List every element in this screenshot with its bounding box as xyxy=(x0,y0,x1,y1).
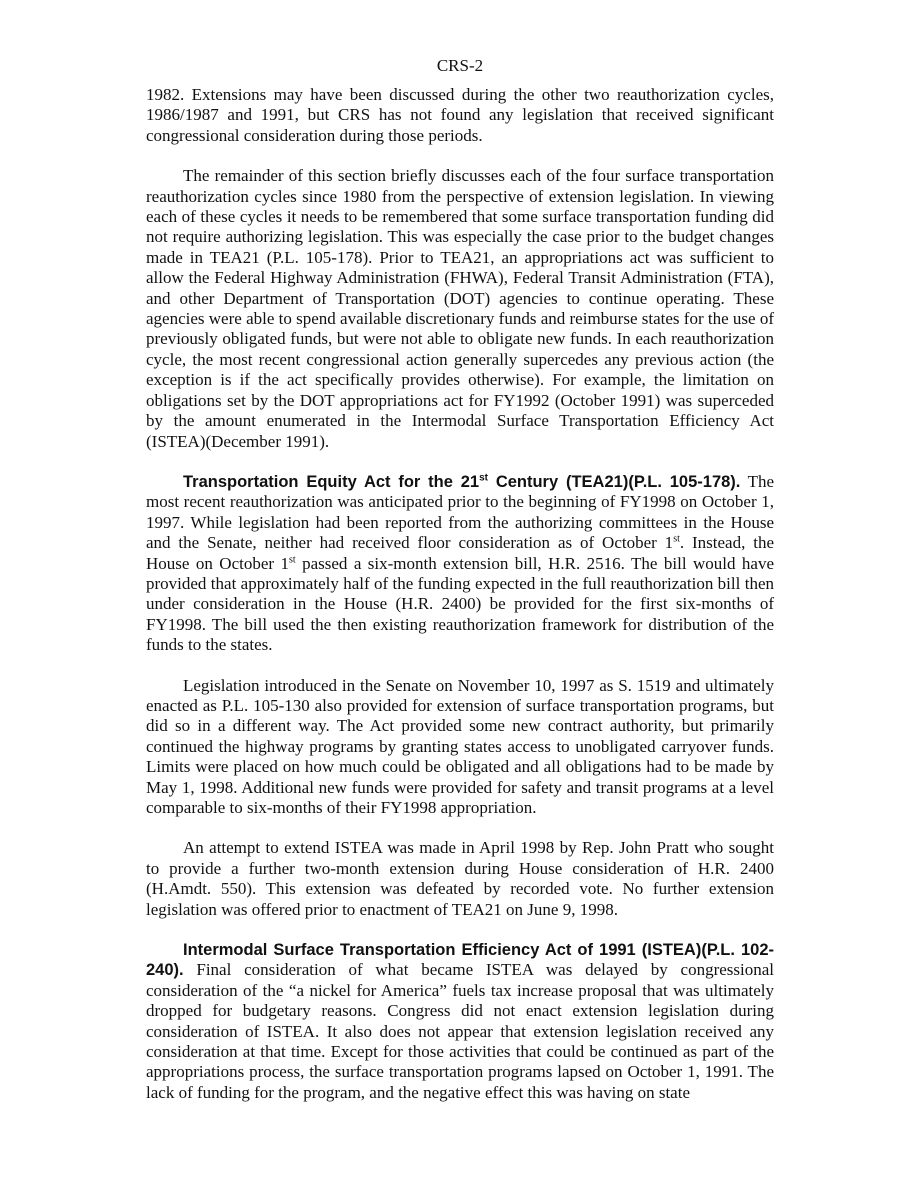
superscript: st xyxy=(288,553,296,565)
paragraph-tea21 xyxy=(146,472,774,656)
paragraph-intro: 1982. Extensions may have been discussed during the other two reauthorization cycles, 1986/1987 and 1991, but CRS has not found any legislation that received significant congressional consideration during those periods. xyxy=(146,85,774,145)
body-text-part: passed a six-month extension bill, H.R. 2516. The bill would have provided that approximately half of the funding expected in the full reauthorization bill then under consideration in the House (H.R. 2400) be provided for the first six-months of FY1998. The bill used the then existing reauthorization framework for distribution of the funds to the states. xyxy=(146,553,774,655)
heading-text-part: Transportation Equity Act for the 21 xyxy=(183,472,480,491)
document-page xyxy=(146,55,774,1123)
superscript: st xyxy=(673,533,680,545)
heading-superscript: st xyxy=(479,472,488,484)
body-text-part: Final consideration of what became ISTEA was delayed by congressional consideration of the “a nickel for America” fuels tax increase proposal that was ultimately dropped for budgetary reasons. Congress did not enact extension legislation during consideration of ISTEA. It also does not appear that extension legislation received any consideration at that time. Except for those activities that could be continued as part of the appropriations process, the surface transportation programs lapsed on October 1, 1991. The lack of funding for the program, and the negative effect this was having on state xyxy=(146,960,774,1102)
heading-text-part: Century (TEA21)(P.L. 105-178). xyxy=(488,472,741,491)
paragraph-reauthorization-cycles: The remainder of this section briefly discusses each of the four surface transportation reauthorization cycles since 1980 from the perspective of extension legislation. In viewing each of these cycles it needs to be remembered that some surface transportation funding did not require authorizing legislation. This was especially the case prior to the budget changes made in TEA21 (P.L. 105-178). Prior to TEA21, an appropriations act was sufficient to allow the Federal Highway Administration (FHWA), Federal Transit Administration (FTA), and other Department of Transportation (DOT) agencies to continue operating. These agencies were able to spend available discretionary funds and reimburse states for the use of previously obligated funds, but were not able to obligate new funds. In each reauthorization cycle, the most recent congressional action generally supercedes any previous action (the exception is if the act specifically provides otherwise). For example, the limitation on obligations set by the DOT appropriations act for FY1992 (October 1991) was superceded by the amount enumerated in the Intermodal Surface Transportation Efficiency Act (ISTEA)(December 1991). xyxy=(146,166,774,451)
page-header: CRS-2 xyxy=(436,56,484,75)
body-text-part: The most recent reauthorization was anticipated prior to the beginning of FY1998 on October 1, 1997. While legislation had been reported from the authorizing committees in the House and the Senate, neither had received floor consideration as of October 1 xyxy=(146,471,774,553)
body-text-part: . Instead, the House on October 1 xyxy=(146,533,774,573)
paragraph-senate-legislation: Legislation introduced in the Senate on November 10, 1997 as S. 1519 and ultimately enacted as P.L. 105-130 also provided for extension of surface transportation programs, but did so in a different way. The Act provided some new contract authority, but primarily continued the highway programs by granting states access to unobligated carryover funds. Limits were placed on how much could be obligated and all obligations had to be made by May 1, 1998. Additional new funds were provided for safety and transit programs at a level comparable to six-months of their FY1998 appropriation. xyxy=(146,675,774,817)
paragraph-istea xyxy=(146,940,774,1103)
paragraph-istea-extension-attempt: An attempt to extend ISTEA was made in April 1998 by Rep. John Pratt who sought to provide a further two-month extension during House consideration of H.R. 2400 (H.Amdt. 550). This extension was defeated by recorded vote. No further extension legislation was offered prior to enactment of TEA21 on June 9, 1998. xyxy=(146,838,774,919)
section-heading-tea21 xyxy=(183,473,740,491)
section-heading-istea: Intermodal Surface Transportation Efficiency Act of 1991 (ISTEA)(P.L. 102-240). xyxy=(146,941,774,980)
